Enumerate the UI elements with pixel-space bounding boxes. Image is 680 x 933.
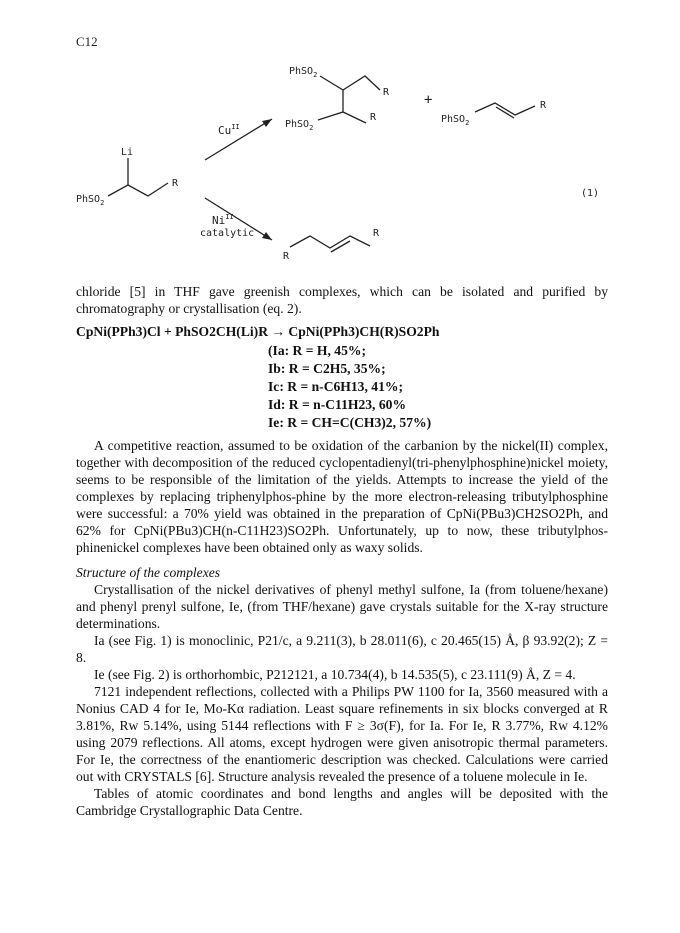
alkene-double-bond <box>331 241 350 252</box>
paragraph-1: chloride [5] in THF gave greenish complexes, which can be isolated and purified by chromatography or crystallisation (eq. 2). <box>76 284 608 316</box>
paragraph-intro <box>76 283 608 317</box>
equation-item-id: Id: R = n-C11H23, 60% <box>268 397 407 412</box>
paragraph-6: 7121 independent reflections, collected with a Philips PW 1100 for Ia, 3560 measured with a Nonius CAD 4 for Ie, Mo-Kα radiation. Least square refinements in six blocks converged at R 3.81%, Rw 5.14%, using 5144 reflections with F ≥ 3σ(F), for Ia. For Ie, R 3.77%, Rw 4.12% using 2079 reflections. All atoms, except hydrogen were given anisotropic thermal parameters. For Ie, the correctness of the enantiomeric description was checked. Calculations were carried out with CRYSTALS [6]. Structure analysis revealed the presence of a toluene molecule in Ie. <box>76 684 608 784</box>
alkene-skeleton <box>290 236 370 248</box>
disulfone-r-top: R <box>383 87 390 98</box>
equation-2-list <box>268 342 431 432</box>
equation-number-1: (1) <box>581 188 600 199</box>
disulfone-lower-chain <box>318 112 366 123</box>
vinyl-r-label: R <box>540 100 547 111</box>
sm-li-label: Li <box>121 147 134 158</box>
reaction-scheme <box>0 0 680 280</box>
paragraph-7: Tables of atomic coordinates and bond lengths and angles will be deposited with the Cambridge Crystallographic Data Centre. <box>76 786 608 818</box>
disulfone-r-bottom: R <box>370 112 377 123</box>
disulfone-skeleton <box>320 76 380 90</box>
equation-item-ib: Ib: R = C2H5, 35%; <box>268 361 386 376</box>
disulfone-phso2-top: PhSO$_2$ <box>289 66 318 79</box>
cu-arrow-head <box>262 119 272 127</box>
alkene-r-right: R <box>373 228 380 239</box>
section-heading: Structure of the complexes <box>76 565 221 580</box>
paragraph-3: Crystallisation of the nickel derivatives of phenyl methyl sulfone, Ia (from toluene/hexane) and phenyl prenyl sulfone, Ie, (from THF/hexane) gave crystals suitable for the X-ray structure determinations. <box>76 582 608 631</box>
paragraph-5: Ie (see Fig. 2) is orthorhombic, P212121, a 10.734(4), b 14.535(5), c 23.111(9) Å, Z = 4. <box>94 667 576 682</box>
catalytic-label: catalytic <box>200 228 255 239</box>
page-number: C12 <box>76 34 98 49</box>
ni-arrow-head <box>262 232 272 240</box>
cu-reagent-label: $Cu^{II}$ <box>218 123 240 137</box>
equation-2-main: CpNi(PPh3)Cl + PhSO2CH(Li)R → CpNi(PPh3)CH(R)SO2Ph <box>76 324 440 339</box>
equation-item-ic: Ic: R = n-C6H13, 41%; <box>268 379 403 394</box>
disulfone-phso2-bottom: PhSO$_2$ <box>285 119 314 132</box>
plus-sign: + <box>424 92 433 108</box>
ni-reagent-label: $Ni^{II}$ <box>212 213 234 227</box>
sm-phso2-label: PhSO$_2$ <box>76 194 105 207</box>
paragraph-2: A competitive reaction, assumed to be oxidation of the carbanion by the nickel(II) complex, together with decomposition of the reduced cyclopentadienyl(tri-phenylphosphine)nickel moiety, seems to be responsible of the limitation of the yields. Attempts to increase the yield of the complexes by replacing triphenylphos-phine by the more electron-releasing tributylphosphine were successful: a 70% yield was obtained in the preparation of CpNi(PBu3)CH2SO2Ph, and 62% for CpNi(PBu3)CH(n-C11H23)SO2Ph. Unfortunately, up to now, these tributylphos-phinenickel complexes have been obtained only as waxy solids. <box>76 438 608 555</box>
equation-item-ie: Ie: R = CH=C(CH3)2, 57%) <box>268 415 432 430</box>
starting-material-skeleton <box>108 183 168 196</box>
vinyl-phso2-label: PhSO$_2$ <box>441 114 470 127</box>
equation-item-ia: (Ia: R = H, 45%; <box>268 343 366 358</box>
alkene-r-left: R <box>283 251 290 262</box>
main-text <box>76 437 608 819</box>
sm-r-label: R <box>172 178 179 189</box>
paragraph-4: Ia (see Fig. 1) is monoclinic, P21/c, a 9.211(3), b 28.011(6), c 20.465(15) Å, β 93.92(2); Z = 8. <box>76 633 608 665</box>
